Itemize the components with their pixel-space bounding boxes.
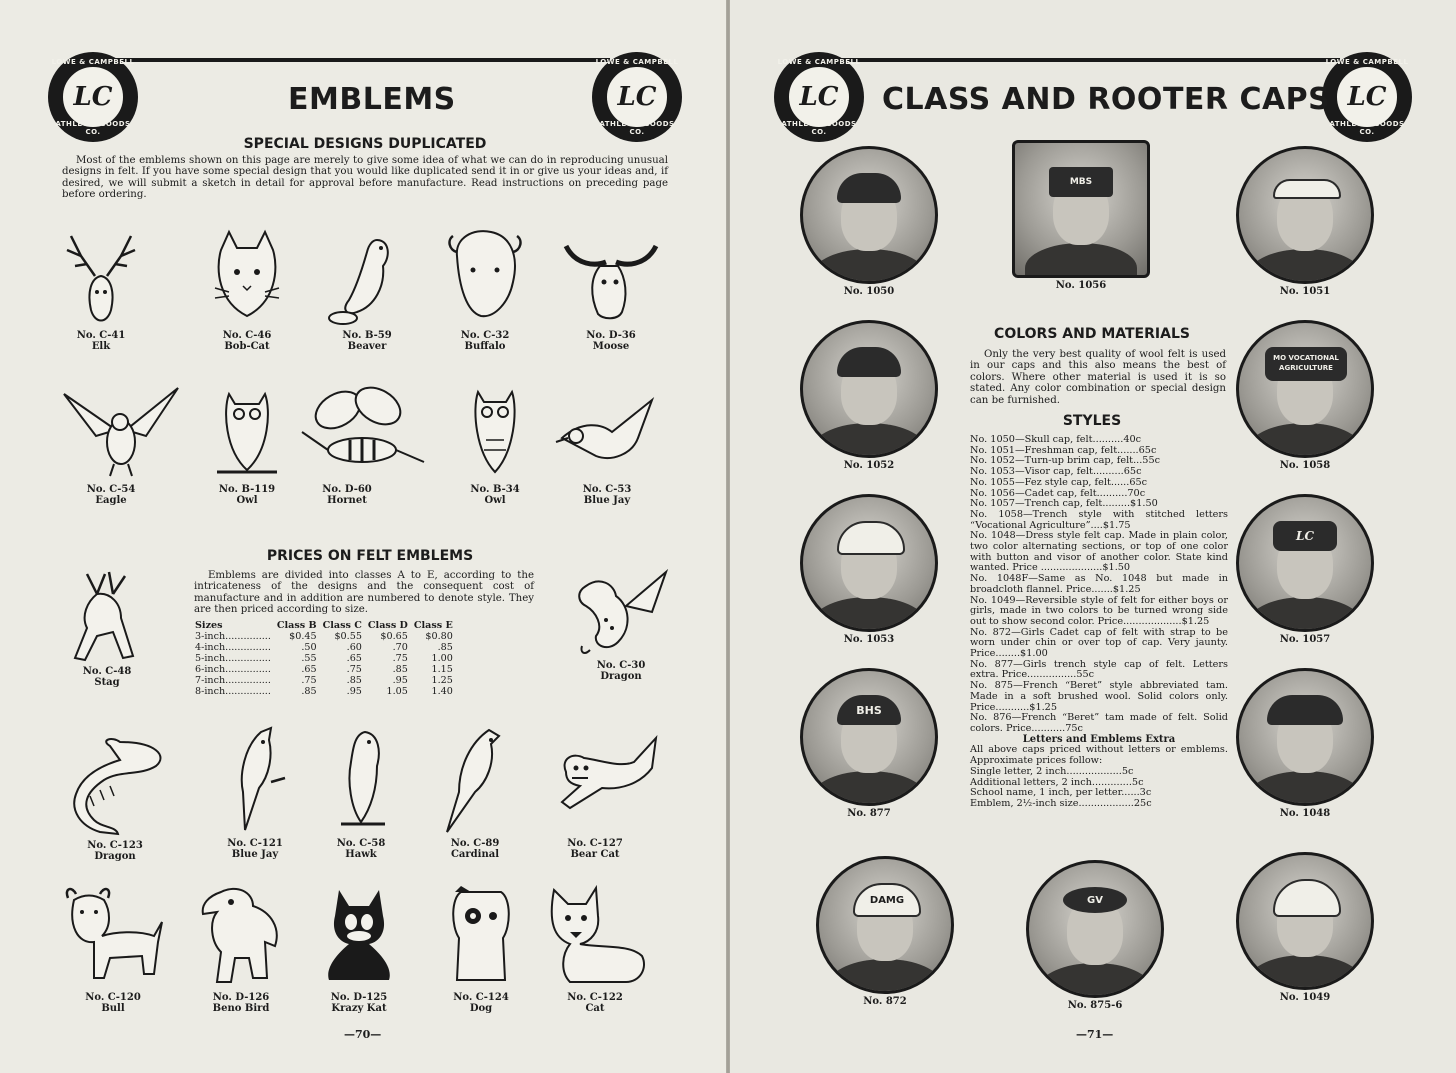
portrait-872 <box>810 856 960 1007</box>
emblem-name: Blue Jay <box>583 495 631 506</box>
cap-number: No. 1050 <box>843 286 895 297</box>
emblem-number: No. C-121 <box>227 838 283 849</box>
portrait-877 <box>794 668 944 819</box>
cap-number: No. 1051 <box>1279 286 1331 297</box>
emblem-bob-cat <box>192 226 302 352</box>
cap-number: No. 1049 <box>1279 992 1331 1003</box>
cap-lettering: LC <box>1273 521 1337 551</box>
emblem-number: No. D-36 <box>586 330 636 341</box>
colors-materials-body: Only the very best quality of wool felt is used in our caps and this also means the best of colors. Where other material is used it is so stated. Any color combination or special design can be furnished. <box>970 349 1226 406</box>
emblem-blue-jay-2 <box>200 722 310 860</box>
logo-ring-text-bottom: ATHLETIC GOODS CO. <box>599 120 675 136</box>
cap-lettering: DAMG <box>853 883 921 917</box>
cap-number: No. 1057 <box>1279 634 1331 645</box>
emblem-name: Dragon <box>600 671 642 682</box>
emblem-name: Stag <box>94 677 120 688</box>
emblem-owl-2 <box>440 380 550 506</box>
emblem-beaver <box>312 226 422 352</box>
colors-materials-heading: COLORS AND MATERIALS <box>994 326 1190 342</box>
portrait-1052 <box>794 320 944 471</box>
emblem-number: No. C-53 <box>582 484 632 495</box>
emblem-name: Owl <box>484 495 506 506</box>
emblem-beno-bird <box>186 882 296 1014</box>
list-item: No. 877—Girls trench style cap of felt. Letters extra. Price................55c <box>970 658 1228 681</box>
cat-icon <box>540 882 660 992</box>
emblem-name: Blue Jay <box>231 849 279 860</box>
emblem-name: Hawk <box>345 849 377 860</box>
list-item: No. 876—French “Beret” tam made of felt. Solid colors. Price...........75c <box>970 712 1228 734</box>
elk-icon <box>61 226 141 330</box>
cap-number: No. 877 <box>847 808 891 819</box>
blue-jay-icon <box>552 380 672 484</box>
emblem-dog <box>426 882 536 1014</box>
owl-icon <box>460 380 530 484</box>
emblem-name: Owl <box>236 495 258 506</box>
emblem-dragon-winged <box>566 566 676 682</box>
table-row: 7-inch............... .75 .85 .95 1.25 <box>195 675 453 686</box>
colors-materials-text <box>970 349 1226 406</box>
cap-lettering-top: MO VOCATIONAL <box>1273 354 1339 362</box>
logo-ring-text-bottom: ATHLETIC GOODS CO. <box>55 120 131 136</box>
list-item: School name, 1 inch, per letter......3c <box>970 787 1152 799</box>
cap-lettering-bottom: AGRICULTURE <box>1279 364 1333 372</box>
emblem-number: No. D-125 <box>330 992 388 1003</box>
emblem-number: No. D-126 <box>212 992 270 1003</box>
emblem-name: Moose <box>592 341 630 352</box>
emblem-name: Bull <box>101 1003 125 1014</box>
portrait-photo <box>1236 146 1374 284</box>
cap-lettering: GV <box>1063 887 1127 913</box>
list-item: No. 1050—Skull cap, felt..........40c <box>970 434 1142 445</box>
emblem-number: No. D-60 <box>322 484 372 495</box>
portrait-photo <box>1026 860 1164 998</box>
blue-jay-icon <box>215 722 295 838</box>
extras-heading: Letters and Emblems Extra <box>1022 733 1176 745</box>
lowe-campbell-logo-right <box>592 52 682 142</box>
cap-number: No. 1056 <box>1055 280 1107 291</box>
bull-icon <box>58 882 178 992</box>
special-designs-text <box>62 155 668 201</box>
cap-number: No. 1058 <box>1279 460 1331 471</box>
emblem-name: Elk <box>91 341 111 352</box>
emblem-number: No. C-123 <box>87 840 143 851</box>
logo-ring-text-bottom: ATHLETIC GOODS CO. <box>1329 120 1405 136</box>
cap-number: No. 1052 <box>843 460 895 471</box>
col-class-d: Class D <box>367 620 408 631</box>
header-rule <box>90 58 610 62</box>
emblem-elk <box>46 226 156 352</box>
cap-lettering: BHS <box>837 695 901 725</box>
emblem-name: Cardinal <box>450 849 500 860</box>
table-row: 6-inch............... .65 .75 .85 1.15 <box>195 664 453 675</box>
list-item: No. 1056—Cadet cap, felt..........70c <box>970 487 1146 499</box>
dog-icon <box>441 882 521 992</box>
emblem-hawk <box>306 722 416 860</box>
lowe-campbell-logo-right <box>1322 52 1412 142</box>
list-item: No. 1049—Reversible style of felt for either boys or girls, made in two colors to be turned wrong side out to show second color. Price...................$1.25 <box>970 594 1228 627</box>
emblem-number: No. C-124 <box>453 992 509 1003</box>
krazy-kat-icon <box>309 882 409 992</box>
portrait-photo <box>800 494 938 632</box>
logo-monogram: LC <box>1335 65 1399 129</box>
portrait-photo <box>800 320 938 458</box>
col-class-e: Class E <box>413 620 453 631</box>
logo-ring-text-bottom: ATHLETIC GOODS CO. <box>781 120 857 136</box>
beaver-icon <box>327 226 407 330</box>
portrait-photo <box>1012 140 1150 278</box>
table-row: 4-inch............... .50 .60 .70 .85 <box>195 642 453 653</box>
portrait-1056 <box>1006 140 1156 291</box>
prices-text <box>194 570 534 616</box>
list-item: No. 1048F—Same as No. 1048 but made in broadcloth flannel. Price.......$1.25 <box>970 573 1228 595</box>
portrait-1053 <box>794 494 944 645</box>
emblem-eagle <box>56 380 166 506</box>
emblem-buffalo <box>430 226 540 352</box>
emblem-cat <box>540 882 650 1014</box>
list-item: No. 1058—Trench style with stitched letters “Vocational Agriculture”....$1.75 <box>970 508 1228 531</box>
lowe-campbell-logo-left <box>48 52 138 142</box>
emblem-bear-cat <box>540 728 650 860</box>
cardinal-icon <box>435 722 515 838</box>
col-sizes: Sizes <box>195 620 223 631</box>
owl-icon <box>207 380 287 484</box>
emblem-name: Dog <box>469 1003 493 1014</box>
emblem-name: Buffalo <box>464 341 506 352</box>
col-class-b: Class B <box>276 620 317 631</box>
emblem-name: Dragon <box>94 851 136 862</box>
emblem-name: Eagle <box>95 495 127 506</box>
logo-monogram: LC <box>605 65 669 129</box>
emblem-number: No. C-58 <box>336 838 386 849</box>
emblem-owl-1 <box>192 380 302 506</box>
logo-ring-text-top: LOWE & CAMPBELL <box>595 58 679 66</box>
page-title: CLASS AND ROOTER CAPS <box>882 82 1331 117</box>
list-item: Single letter, 2 inch..................5c <box>970 765 1134 777</box>
table-row: 3-inch............... $0.45 $0.55 $0.65 $0.80 <box>195 631 453 642</box>
page-number-70: —70— <box>344 1028 382 1041</box>
emblem-number: No. C-48 <box>82 666 132 677</box>
hawk-icon <box>321 722 401 838</box>
logo-ring-text-top: LOWE & CAMPBELL <box>777 58 861 66</box>
header-rule <box>820 58 1340 62</box>
prices-body: Emblems are divided into classes A to E, according to the intricateness of the designs and the consequent cost of manufacture and in addition are numbered to denote style. They are then priced according to size. <box>194 570 534 616</box>
moose-icon <box>556 226 666 330</box>
price-table <box>192 620 456 697</box>
emblem-number: No. C-122 <box>567 992 623 1003</box>
bob-cat-icon <box>207 226 287 330</box>
cap-lettering: MBS <box>1049 167 1113 197</box>
beno-bird-icon <box>191 882 291 992</box>
portrait-photo <box>800 668 938 806</box>
logo-monogram: LC <box>787 65 851 129</box>
buffalo-icon <box>443 226 527 330</box>
cap-number: No. 872 <box>863 996 907 1007</box>
portrait-1049 <box>1230 852 1380 1003</box>
emblem-name: Krazy Kat <box>331 1003 387 1014</box>
emblem-name: Cat <box>585 1003 605 1014</box>
portrait-photo <box>1236 494 1374 632</box>
emblem-name: Beno Bird <box>212 1003 270 1014</box>
emblem-number: No. B-59 <box>342 330 392 341</box>
cap-number: No. 1053 <box>843 634 895 645</box>
emblem-blue-jay <box>552 380 662 506</box>
list-item: No. 1048—Dress style felt cap. Made in plain color, two color alternating sections, or top of one color with button and visor of another color. State kind wanted. Price ....................$1.50 <box>970 530 1228 574</box>
emblem-name: Bob-Cat <box>224 341 270 352</box>
col-class-c: Class C <box>322 620 362 631</box>
emblem-bull <box>58 882 168 1014</box>
eagle-icon <box>56 380 186 484</box>
list-item: No. 1053—Visor cap, felt..........65c <box>970 466 1142 478</box>
page-70 <box>0 0 726 1073</box>
page-number-71: —71— <box>1076 1028 1114 1041</box>
portrait-1048 <box>1230 668 1380 819</box>
logo-ring-text-top: LOWE & CAMPBELL <box>51 58 135 66</box>
prices-heading: PRICES ON FELT EMBLEMS <box>266 548 474 564</box>
emblem-hornet <box>292 380 402 506</box>
emblem-name: Bear Cat <box>570 849 620 860</box>
table-row: 5-inch............... .55 .65 .75 1.00 <box>195 653 453 664</box>
list-item: Additional letters, 2 inch.............5c <box>970 776 1144 788</box>
emblem-krazy-kat <box>304 882 414 1014</box>
emblem-name: Beaver <box>347 341 387 352</box>
dragon-icon <box>60 736 180 840</box>
emblem-number: No. C-54 <box>86 484 136 495</box>
dragon-icon <box>566 566 676 660</box>
list-item: No. 1055—Fez style cap, felt......65c <box>970 476 1148 488</box>
emblem-number: No. B-34 <box>470 484 520 495</box>
portrait-1050 <box>794 146 944 297</box>
cap-number: No. 875-6 <box>1067 1000 1123 1011</box>
portrait-875-6 <box>1020 860 1170 1011</box>
page-71 <box>730 0 1456 1073</box>
cap-number: No. 1048 <box>1279 808 1331 819</box>
logo-ring-text-top: LOWE & CAMPBELL <box>1325 58 1409 66</box>
emblem-number: No. C-127 <box>567 838 623 849</box>
emblem-number: No. C-46 <box>222 330 272 341</box>
page-title: EMBLEMS <box>288 82 456 117</box>
emblem-name: Hornet <box>327 495 367 506</box>
list-item: No. 872—Girls Cadet cap of felt with strap to be worn under chin or over top of cap. Very jaunty. Price........$1.00 <box>970 626 1228 660</box>
list-item: No. 1052—Turn-up brim cap, felt...55c <box>970 455 1161 467</box>
list-item: No. 1057—Trench cap, felt.........$1.50 <box>970 498 1158 510</box>
list-item: No. 875—French “Beret” style abbreviated tam. Made in a soft brushed wool. Solid colors only. Price...........$1.25 <box>970 680 1228 713</box>
emblem-stag <box>52 566 162 688</box>
emblem-number: No. C-120 <box>85 992 141 1003</box>
lowe-campbell-logo-left <box>774 52 864 142</box>
portrait-1051 <box>1230 146 1380 297</box>
styles-list <box>970 435 1228 810</box>
stag-icon <box>57 566 157 666</box>
portrait-photo <box>1236 668 1374 806</box>
table-row: 8-inch............... .85 .95 1.05 1.40 <box>195 686 453 697</box>
portrait-1057 <box>1230 494 1380 645</box>
emblem-dragon-2 <box>60 736 170 862</box>
emblem-number: No. C-30 <box>596 660 646 671</box>
logo-monogram: LC <box>61 65 125 129</box>
emblem-number: No. C-32 <box>460 330 510 341</box>
extras-text: All above caps priced without letters or emblems. Approximate prices follow: <box>970 744 1228 767</box>
special-designs-heading: SPECIAL DESIGNS DUPLICATED <box>243 136 487 152</box>
list-item: Emblem, 2½-inch size..................25c <box>970 797 1152 809</box>
portrait-photo <box>800 146 938 284</box>
hornet-icon <box>292 380 432 484</box>
list-item: No. 1051—Freshman cap, felt.......65c <box>970 444 1157 456</box>
portrait-photo <box>816 856 954 994</box>
styles-heading: STYLES <box>1062 413 1122 429</box>
emblem-number: No. C-89 <box>450 838 500 849</box>
special-designs-body: Most of the emblems shown on this page are merely to give some idea of what we can do in reproducing unusual designs in felt. If you have some special design that you would like duplicated send it in or give us your ideas and, if desired, we will submit a sketch in detail for approval before manufacture. Read instructions on preceding page before ordering. <box>62 155 668 201</box>
portrait-photo <box>1236 320 1374 458</box>
emblem-moose <box>556 226 666 352</box>
bear-cat-icon <box>540 728 670 838</box>
portrait-photo <box>1236 852 1374 990</box>
emblem-number: No. C-41 <box>76 330 126 341</box>
portrait-1058 <box>1230 320 1380 471</box>
emblem-number: No. B-119 <box>218 484 276 495</box>
emblem-cardinal <box>420 722 530 860</box>
price-table-header <box>192 620 456 631</box>
